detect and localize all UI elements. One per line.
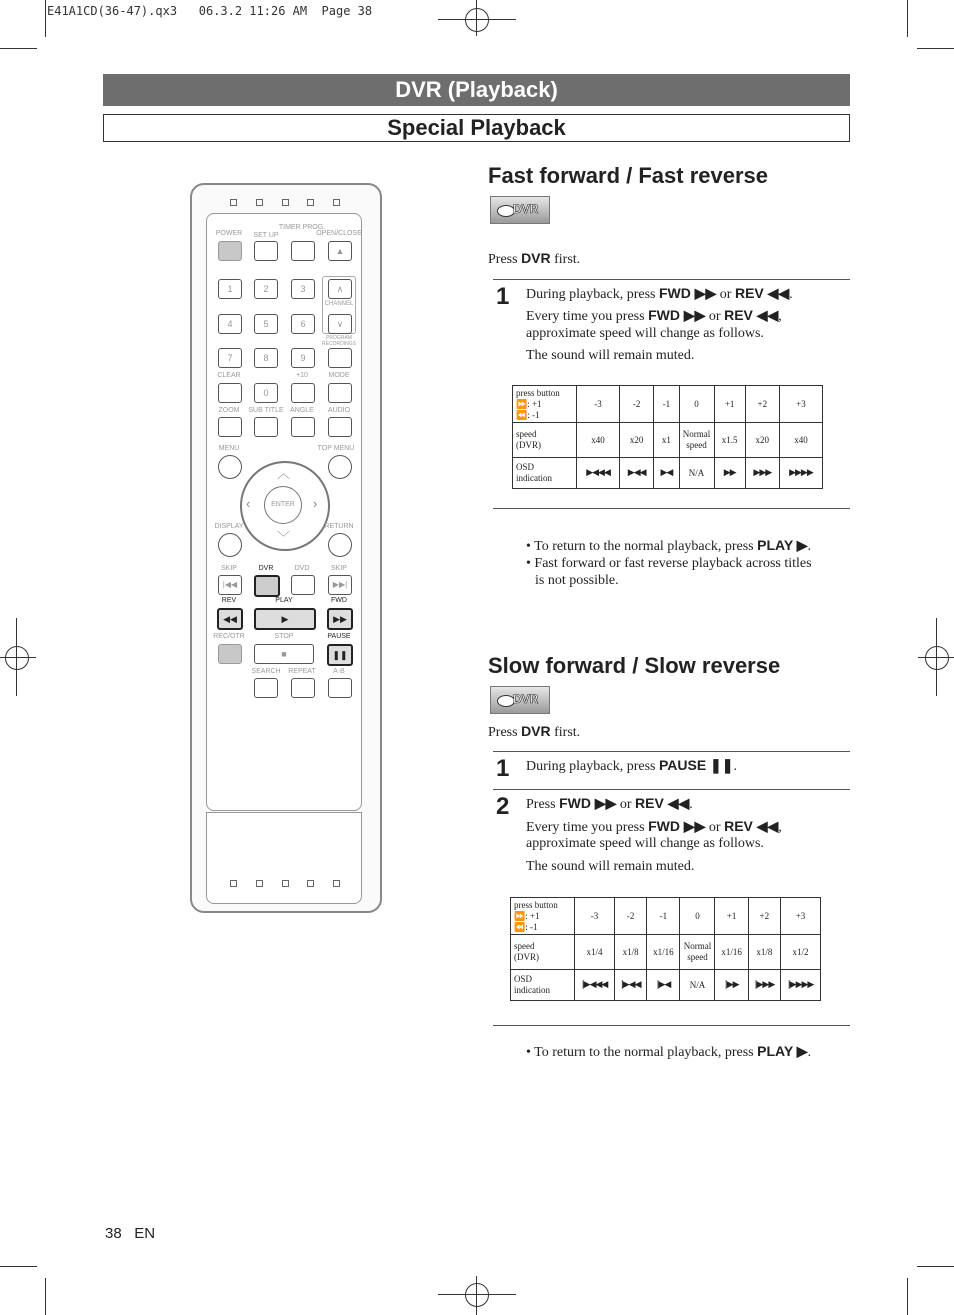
ff-osd-icon: ▶▶ — [714, 458, 745, 489]
power-label: POWER — [215, 230, 243, 237]
open-close-label: OPEN/CLOSE — [316, 230, 362, 237]
program-recordings-label: PROGRAM RECORDINGS — [322, 335, 356, 347]
angle-button — [291, 417, 315, 437]
fwd-button: ▶▶ — [327, 608, 353, 630]
slow-note-1: • To return to the normal playback, press PLAY ▶. — [526, 1043, 812, 1060]
pause-label: PAUSE — [327, 633, 351, 640]
slow-osd-icon: |▶▶ — [715, 970, 748, 1001]
ff-step-1-line3: approximate speed will change as follows. — [526, 326, 764, 341]
num-9-button: 9 — [291, 348, 315, 368]
channel-down-button: ∨ — [328, 314, 352, 334]
slow-speed-cell: x1/4 — [575, 935, 615, 970]
subtitle-label: SUB TITLE — [248, 407, 284, 414]
top-menu-button — [328, 455, 352, 479]
slow-press-cell: +1 — [715, 898, 748, 935]
slow-step-2-number: 2 — [496, 793, 510, 820]
ff-osd-icon: ▶◀ — [654, 458, 679, 489]
speed-header: speed (DVR) — [513, 423, 577, 458]
channel-up-button: ∧ — [328, 279, 352, 299]
slow-press-cell: -2 — [614, 898, 646, 935]
num-3-button: 3 — [291, 279, 315, 299]
setup-label: SET UP — [253, 232, 279, 239]
ff-press-cell: +1 — [714, 386, 745, 423]
ff-osd-icon: ▶▶▶▶ — [779, 458, 822, 489]
press-button-header: press button ⏩: +1 ⏪: -1 — [513, 386, 577, 423]
ff-speed-cell: x20 — [745, 423, 779, 458]
ab-label: A-B — [333, 668, 345, 675]
dvd-label: DVD — [294, 565, 310, 572]
display-label: DISPLAY — [214, 523, 244, 530]
page-footer — [105, 1225, 155, 1242]
power-button — [218, 241, 242, 261]
ff-press-cell: 0 — [679, 386, 714, 423]
ff-speed-table — [512, 385, 823, 489]
timer-prog-button — [291, 241, 315, 261]
ff-osd-icon: ▶◀◀◀ — [577, 458, 620, 489]
rev-small-icon: ⏪ — [514, 921, 526, 932]
slow-osd-icon: |▶◀◀◀ — [575, 970, 615, 1001]
dpad-down-icon: ﹀ — [277, 530, 291, 545]
zoom-button — [218, 417, 242, 437]
clear-label: CLEAR — [217, 372, 241, 379]
print-slug: E41A1CD(36-47).qx3 06.3.2 11:26 AM Page 38 — [47, 4, 373, 18]
zoom-label: ZOOM — [218, 407, 240, 414]
dpad-up-icon: ︿ — [277, 466, 291, 481]
ff-osd-na: N/A — [679, 458, 714, 489]
channel-label: CHANNEL — [324, 301, 354, 307]
plus10-button — [291, 383, 315, 403]
osd-header: OSD indication — [511, 970, 575, 1001]
dpad-left-icon: ‹ — [246, 496, 251, 511]
subtitle-button — [254, 417, 278, 437]
audio-label: AUDIO — [327, 407, 351, 414]
rec-otr-label: REC/OTR — [213, 633, 245, 640]
search-button — [254, 678, 278, 698]
slow-press-cell: -1 — [647, 898, 680, 935]
slow-speed-cell: Normal speed — [680, 935, 715, 970]
slow-step-1-line1: During playback, press PAUSE ❚❚. — [526, 757, 738, 774]
ab-button — [328, 678, 352, 698]
play-label: PLAY — [275, 597, 293, 604]
stop-button: ■ — [254, 644, 314, 664]
ff-press-cell: -3 — [577, 386, 620, 423]
num-1-button: 1 — [218, 279, 242, 299]
ff-step-1-line1: During playback, press FWD ▶▶ or REV ◀◀. — [526, 285, 793, 302]
slow-step-1-number: 1 — [496, 755, 510, 782]
ff-note-2: • Fast forward or fast reverse playback across titles — [526, 556, 812, 571]
slow-speed-cell: x1/2 — [780, 935, 820, 970]
open-close-button: ▲ — [328, 241, 352, 261]
slow-step-2-line3: approximate speed will change as follows. — [526, 836, 764, 851]
dvr-badge-icon: DVR — [490, 196, 550, 224]
ff-speed-cell: x20 — [620, 423, 654, 458]
display-button — [218, 533, 242, 557]
skip-fwd-label: SKIP — [331, 565, 347, 572]
num-8-button: 8 — [254, 348, 278, 368]
top-menu-label: TOP MENU — [317, 445, 355, 452]
ff-step-1-line4: The sound will remain muted. — [526, 348, 695, 363]
dvr-button — [254, 575, 280, 597]
slow-speed-cell: x1/8 — [748, 935, 780, 970]
osd-header: OSD indication — [513, 458, 577, 489]
audio-button — [328, 417, 352, 437]
slow-press-cell: +2 — [748, 898, 780, 935]
slow-speed-cell: x1/16 — [647, 935, 680, 970]
pause-button: ❚❚ — [327, 644, 353, 666]
dvr-label: DVR — [258, 565, 274, 572]
return-button — [328, 533, 352, 557]
dvr-badge-icon: DVR — [490, 686, 550, 714]
num-4-button: 4 — [218, 314, 242, 334]
dpad-right-icon: › — [313, 496, 318, 511]
fwd-small-icon: ⏩ — [514, 910, 526, 921]
skip-fwd-button: ▶▶| — [328, 575, 352, 595]
angle-label: ANGLE — [290, 407, 314, 414]
program-recordings-button — [328, 348, 352, 368]
ff-press-cell: -1 — [654, 386, 679, 423]
rev-label: REV — [221, 597, 237, 604]
ff-press-cell: +3 — [779, 386, 822, 423]
skip-back-button: |◀◀ — [218, 575, 242, 595]
plus10-label: +10 — [296, 372, 308, 379]
rev-button: ◀◀ — [217, 608, 243, 630]
mode-button — [328, 383, 352, 403]
repeat-label: REPEAT — [288, 668, 316, 675]
skip-back-label: SKIP — [221, 565, 237, 572]
ff-step-1-line2: Every time you press FWD ▶▶ or REV ◀◀, — [526, 307, 782, 324]
ff-osd-icon: ▶◀◀ — [620, 458, 654, 489]
return-label: RETURN — [324, 523, 354, 530]
ff-speed-cell: x40 — [779, 423, 822, 458]
timer-prog-label: TIMER PROG. — [278, 224, 326, 231]
slow-osd-icon: |▶◀◀ — [614, 970, 646, 1001]
ff-speed-cell: x1.5 — [714, 423, 745, 458]
slow-step-2-line1: Press FWD ▶▶ or REV ◀◀. — [526, 795, 693, 812]
menu-button — [218, 455, 242, 479]
press-button-header: press button ⏩: +1 ⏪: -1 — [511, 898, 575, 935]
setup-button — [254, 241, 278, 261]
num-7-button: 7 — [218, 348, 242, 368]
slow-osd-icon: |▶▶▶ — [748, 970, 780, 1001]
ff-step-1-number: 1 — [496, 283, 510, 310]
page-title: DVR (Playback) — [103, 74, 850, 106]
slow-press-first: Press DVR first. — [488, 723, 581, 740]
slow-step-2-line2: Every time you press FWD ▶▶ or REV ◀◀, — [526, 818, 782, 835]
slow-osd-icon: |▶▶▶▶ — [780, 970, 820, 1001]
slow-speed-cell: x1/8 — [614, 935, 646, 970]
dvd-button — [291, 575, 315, 595]
ff-press-first: Press DVR first. — [488, 250, 581, 267]
ff-speed-cell: x40 — [577, 423, 620, 458]
slow-press-cell: +3 — [780, 898, 820, 935]
section-subtitle: Special Playback — [103, 114, 850, 142]
slow-osd-na: N/A — [680, 970, 715, 1001]
ff-osd-icon: ▶▶▶ — [745, 458, 779, 489]
slow-press-cell: -3 — [575, 898, 615, 935]
slow-heading: Slow forward / Slow reverse — [488, 653, 781, 678]
ff-press-cell: +2 — [745, 386, 779, 423]
mode-label: MODE — [328, 372, 350, 379]
menu-label: MENU — [218, 445, 240, 452]
slow-press-cell: 0 — [680, 898, 715, 935]
stop-label: STOP — [274, 633, 294, 640]
rev-small-icon: ⏪ — [516, 409, 528, 420]
fwd-small-icon: ⏩ — [516, 398, 528, 409]
ff-heading: Fast forward / Fast reverse — [488, 163, 769, 188]
ff-speed-cell: Normal speed — [679, 423, 714, 458]
slow-step-2-line4: The sound will remain muted. — [526, 859, 695, 874]
page-number: 38 — [105, 1225, 122, 1242]
rec-otr-button — [218, 644, 242, 664]
slow-osd-icon: |▶◀ — [647, 970, 680, 1001]
ff-speed-cell: x1 — [654, 423, 679, 458]
play-button: ▶ — [254, 608, 316, 630]
repeat-button — [291, 678, 315, 698]
fwd-label: FWD — [331, 597, 347, 604]
ff-press-cell: -2 — [620, 386, 654, 423]
clear-button — [218, 383, 242, 403]
enter-label: ENTER — [271, 501, 295, 508]
num-0-button: 0 — [254, 383, 278, 403]
num-5-button: 5 — [254, 314, 278, 334]
ff-note-2-cont: is not possible. — [535, 573, 619, 588]
ff-note-1: • To return to the normal playback, press PLAY ▶. — [526, 537, 812, 554]
slow-speed-cell: x1/16 — [715, 935, 748, 970]
num-6-button: 6 — [291, 314, 315, 334]
language-code: EN — [134, 1225, 156, 1242]
search-label: SEARCH — [251, 668, 281, 675]
num-2-button: 2 — [254, 279, 278, 299]
speed-header: speed (DVR) — [511, 935, 575, 970]
slow-speed-table — [510, 897, 821, 1001]
